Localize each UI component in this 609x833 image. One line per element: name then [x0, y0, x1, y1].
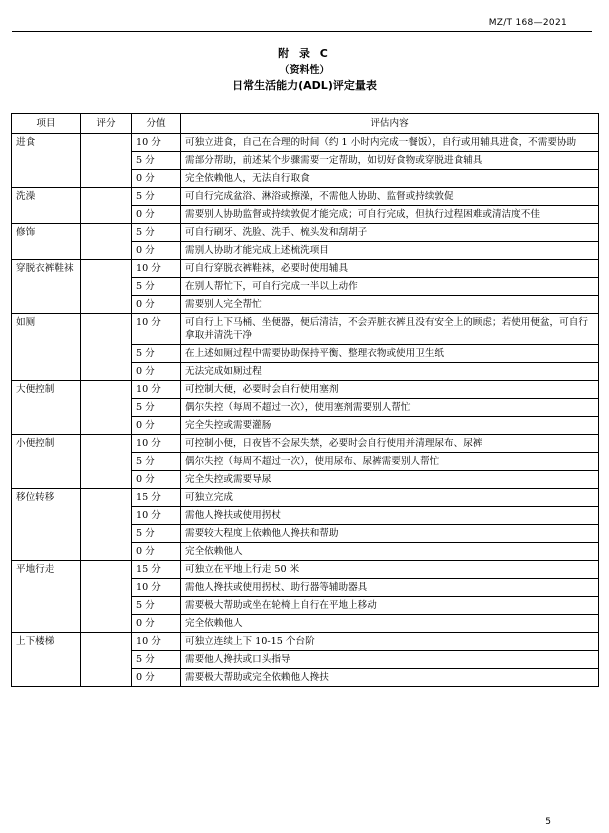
col-header-content: 评估内容 — [181, 114, 599, 134]
content-cell: 可控制小便，日夜皆不会尿失禁，必要时会自行使用并清理尿布、尿裤 — [181, 435, 599, 453]
score-cell: 5 分 — [132, 224, 181, 242]
score-cell: 15 分 — [132, 489, 181, 507]
rating-cell — [81, 435, 132, 489]
content-cell: 在别人帮忙下，可自行完成一半以上动作 — [181, 278, 599, 296]
score-cell: 0 分 — [132, 471, 181, 489]
content-cell: 可控制大便，必要时会自行使用塞剂 — [181, 381, 599, 399]
content-cell: 在上述如厕过程中需要协助保持平衡、整理衣物或使用卫生纸 — [181, 345, 599, 363]
score-cell: 5 分 — [132, 152, 181, 170]
content-cell: 需要他人搀扶或口头指导 — [181, 651, 599, 669]
content-cell: 可独立在平地上行走 50 米 — [181, 561, 599, 579]
item-cell: 小便控制 — [12, 435, 81, 489]
score-cell: 10 分 — [132, 260, 181, 278]
score-cell: 10 分 — [132, 633, 181, 651]
col-header-item: 项目 — [12, 114, 81, 134]
score-cell: 5 分 — [132, 345, 181, 363]
score-cell: 0 分 — [132, 206, 181, 224]
page-number: 5 — [545, 817, 551, 827]
score-cell: 15 分 — [132, 561, 181, 579]
content-cell: 需要极大帮助或完全依赖他人搀扶 — [181, 669, 599, 687]
rating-cell — [81, 314, 132, 381]
col-header-score: 分值 — [132, 114, 181, 134]
table-row — [12, 314, 599, 345]
score-cell: 0 分 — [132, 543, 181, 561]
content-cell: 可独立连续上下 10-15 个台阶 — [181, 633, 599, 651]
content-cell: 完全失控或需要灌肠 — [181, 417, 599, 435]
score-cell: 5 分 — [132, 399, 181, 417]
rating-cell — [81, 633, 132, 687]
table-body — [12, 134, 599, 687]
appendix-nature: （资料性） — [279, 65, 330, 76]
score-cell: 5 分 — [132, 597, 181, 615]
item-cell: 上下楼梯 — [12, 633, 81, 687]
header-rule — [12, 31, 592, 32]
rating-cell — [81, 134, 132, 188]
adl-table — [11, 113, 599, 687]
table-row — [12, 188, 599, 206]
score-cell: 0 分 — [132, 417, 181, 435]
score-cell: 0 分 — [132, 296, 181, 314]
content-cell: 完全失控或需要导尿 — [181, 471, 599, 489]
content-cell: 完全依赖他人 — [181, 543, 599, 561]
table-row — [12, 260, 599, 278]
table-row — [12, 224, 599, 242]
content-cell: 需要较大程度上依赖他人搀扶和帮助 — [181, 525, 599, 543]
content-cell: 可自行完成盆浴、淋浴或擦澡，不需他人协助、监督或持续敦促 — [181, 188, 599, 206]
table-row — [12, 134, 599, 152]
content-cell: 可自行上下马桶、坐便器，便后清洁，不会弄脏衣裤且没有安全上的顾虑；若使用便盆，可自行拿取并清洗干净 — [181, 314, 599, 345]
item-cell: 如厕 — [12, 314, 81, 381]
table-row — [12, 381, 599, 399]
score-cell: 5 分 — [132, 278, 181, 296]
appendix-heading: 附 录 C — [278, 47, 331, 60]
content-cell: 可独立完成 — [181, 489, 599, 507]
content-cell: 偶尔失控（每周不超过一次），使用尿布、尿裤需要别人帮忙 — [181, 453, 599, 471]
content-cell: 需要极大帮助或坐在轮椅上自行在平地上移动 — [181, 597, 599, 615]
content-cell: 可自行穿脱衣裤鞋袜，必要时使用辅具 — [181, 260, 599, 278]
item-cell: 大便控制 — [12, 381, 81, 435]
table-title: 日常生活能力(ADL)评定量表 — [232, 79, 377, 92]
content-cell: 需要别人完全帮忙 — [181, 296, 599, 314]
score-cell: 10 分 — [132, 134, 181, 152]
score-cell: 0 分 — [132, 242, 181, 260]
content-cell: 需部分帮助，前述某个步骤需要一定帮助，如切好食物或穿脱进食辅具 — [181, 152, 599, 170]
table-row — [12, 561, 599, 579]
rating-cell — [81, 260, 132, 314]
rating-cell — [81, 561, 132, 633]
content-cell: 可独立进食，自己在合理的时间（约 1 小时内完成一餐饭），自行或用辅具进食，不需要协助 — [181, 134, 599, 152]
content-cell: 偶尔失控（每周不超过一次），使用塞剂需要别人帮忙 — [181, 399, 599, 417]
score-cell: 0 分 — [132, 363, 181, 381]
score-cell: 5 分 — [132, 188, 181, 206]
score-cell: 0 分 — [132, 669, 181, 687]
score-cell: 5 分 — [132, 453, 181, 471]
item-cell: 洗澡 — [12, 188, 81, 224]
content-cell: 可自行刷牙、洗脸、洗手、梳头发和刮胡子 — [181, 224, 599, 242]
rating-cell — [81, 224, 132, 260]
item-cell: 修饰 — [12, 224, 81, 260]
score-cell: 10 分 — [132, 579, 181, 597]
content-cell: 需要别人协助监督或持续敦促才能完成；可自行完成，但执行过程困难或清洁度不佳 — [181, 206, 599, 224]
rating-cell — [81, 489, 132, 561]
score-cell: 10 分 — [132, 435, 181, 453]
score-cell: 5 分 — [132, 651, 181, 669]
rating-cell — [81, 188, 132, 224]
content-cell: 完全依赖他人，无法自行取食 — [181, 170, 599, 188]
table-row — [12, 435, 599, 453]
table-header-row — [12, 114, 599, 134]
standard-number: MZ/T 168—2021 — [488, 18, 567, 28]
score-cell: 0 分 — [132, 170, 181, 188]
content-cell: 需他人搀扶或使用拐杖 — [181, 507, 599, 525]
score-cell: 10 分 — [132, 381, 181, 399]
item-cell: 移位转移 — [12, 489, 81, 561]
item-cell: 进食 — [12, 134, 81, 188]
content-cell: 需他人搀扶或使用拐杖、助行器等辅助器具 — [181, 579, 599, 597]
table-row — [12, 633, 599, 651]
content-cell: 完全依赖他人 — [181, 615, 599, 633]
content-cell: 无法完成如厕过程 — [181, 363, 599, 381]
score-cell: 10 分 — [132, 314, 181, 345]
item-cell: 平地行走 — [12, 561, 81, 633]
rating-cell — [81, 381, 132, 435]
score-cell: 10 分 — [132, 507, 181, 525]
table-row — [12, 489, 599, 507]
content-cell: 需别人协助才能完成上述梳洗项目 — [181, 242, 599, 260]
score-cell: 5 分 — [132, 525, 181, 543]
item-cell: 穿脱衣裤鞋袜 — [12, 260, 81, 314]
col-header-rating: 评分 — [81, 114, 132, 134]
score-cell: 0 分 — [132, 615, 181, 633]
